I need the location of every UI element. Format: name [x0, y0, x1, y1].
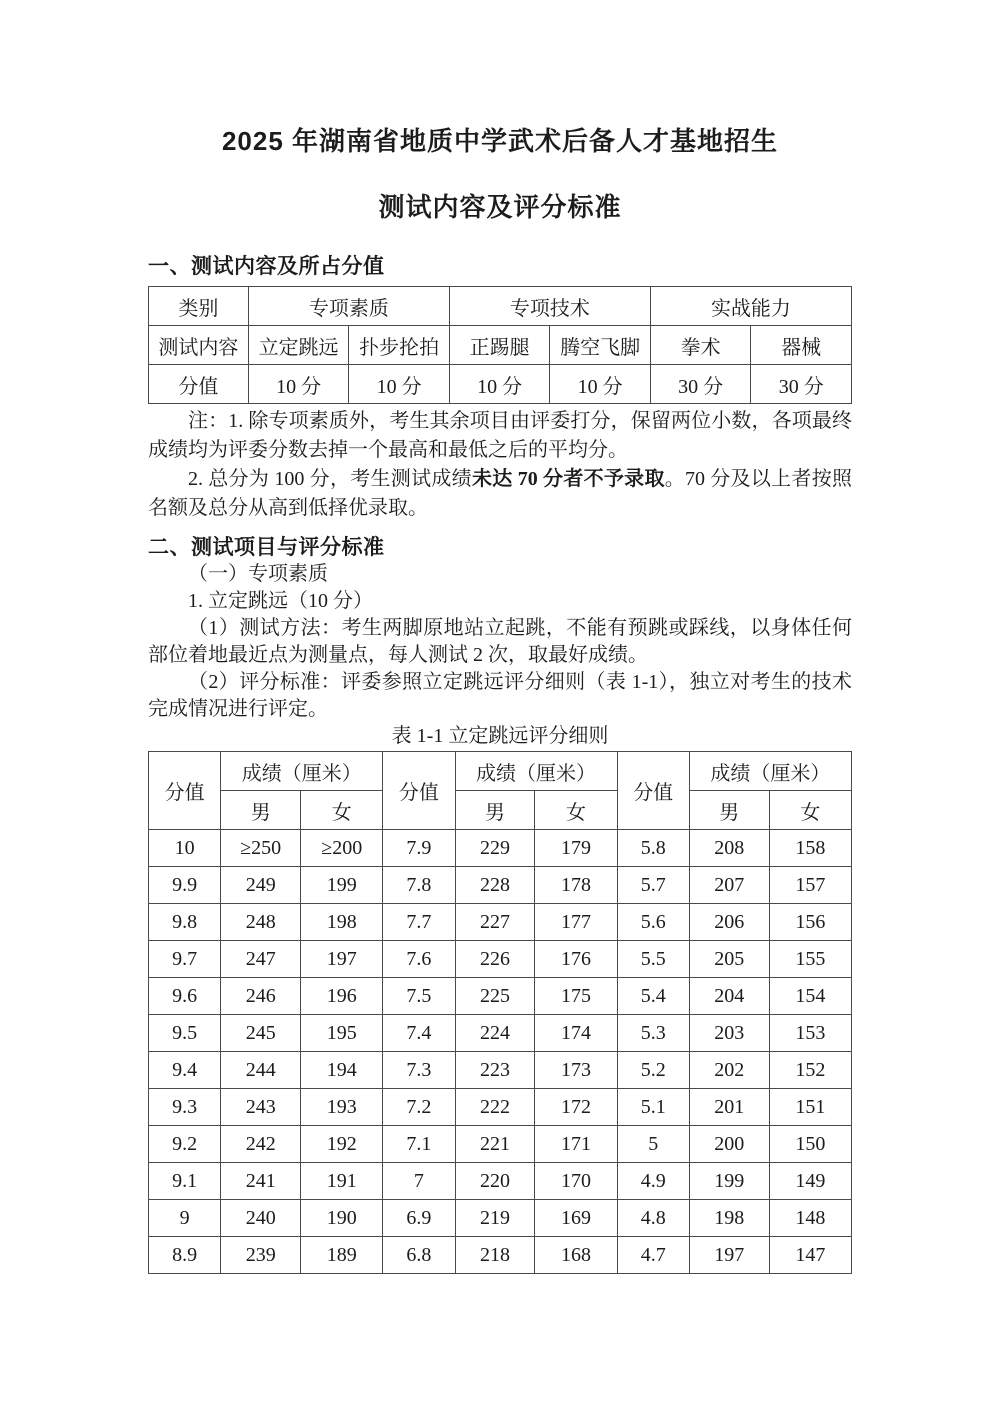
section-2-heading: 二、测试项目与评分标准 [148, 536, 385, 559]
table-cell: 153 [769, 1015, 851, 1052]
test-content-table [148, 286, 852, 404]
table-cell: 148 [769, 1200, 851, 1237]
note-2-bold-text: 未达 70 分者不予录取 [471, 468, 665, 490]
group-cell: 实战能力 [650, 287, 851, 326]
table-cell: 190 [301, 1200, 383, 1237]
jump-table-header [149, 752, 852, 830]
male-header-cell: 男 [221, 791, 301, 830]
table-cell: 9.4 [149, 1052, 221, 1089]
table-row [149, 1163, 852, 1200]
table-cell: 218 [455, 1237, 535, 1274]
male-header-cell: 男 [689, 791, 769, 830]
table-cell: 172 [535, 1089, 617, 1126]
table-cell: 241 [221, 1163, 301, 1200]
table-cell: 229 [455, 830, 535, 867]
document-title: 2025 年湖南省地质中学武术后备人才基地招生 [221, 126, 779, 156]
item-heading: 1. 立定跳远（10 分） [188, 590, 373, 612]
table-cell: 155 [769, 941, 851, 978]
table-cell: 4.9 [617, 1163, 689, 1200]
table-cell: 9.3 [149, 1089, 221, 1126]
table-cell: 225 [455, 978, 535, 1015]
score-header-cell: 分值 [383, 752, 455, 830]
table-cell: 147 [769, 1237, 851, 1274]
table-cell: 201 [689, 1089, 769, 1126]
table-cell: 222 [455, 1089, 535, 1126]
table-cell: 175 [535, 978, 617, 1015]
section-2-body [148, 561, 852, 723]
table-cell: 5.2 [617, 1052, 689, 1089]
result-header-cell: 成绩（厘米） [455, 752, 617, 791]
table-cell: 9.1 [149, 1163, 221, 1200]
document-subtitle: 测试内容及评分标准 [378, 192, 622, 222]
table-cell: 5.5 [617, 941, 689, 978]
table-cell: 202 [689, 1052, 769, 1089]
note-2-text-tail: 。70 分及以上者按照名额及总分从高到低择优录取。 [148, 468, 852, 519]
table-cell: 7 [383, 1163, 455, 1200]
method-paragraph: （1）测试方法：考生两脚原地站立起跳，不能有预跳或踩线，以身体任何部位着地最近点为测量点，每人测试 2 次，取最好成绩。 [148, 617, 852, 666]
table-cell: 5 [617, 1126, 689, 1163]
table-cell: 199 [301, 867, 383, 904]
table-row [149, 1200, 852, 1237]
table-cell: 170 [535, 1163, 617, 1200]
table-cell: 9.7 [149, 941, 221, 978]
table-cell: 220 [455, 1163, 535, 1200]
female-header-cell: 女 [535, 791, 617, 830]
table-cell: 5.7 [617, 867, 689, 904]
table-cell: 198 [689, 1200, 769, 1237]
table-cell: 5.3 [617, 1015, 689, 1052]
table-cell: 205 [689, 941, 769, 978]
table-cell: 8.9 [149, 1237, 221, 1274]
content-cell: 器械 [751, 326, 852, 365]
table-cell: 191 [301, 1163, 383, 1200]
table-row [149, 941, 852, 978]
table-cell: 7.7 [383, 904, 455, 941]
note-2-text: 2. 总分为 100 分，考生测试成绩 [188, 468, 472, 490]
table-cell: 224 [455, 1015, 535, 1052]
table-cell: 197 [301, 941, 383, 978]
table-cell: 196 [301, 978, 383, 1015]
table-cell: 178 [535, 867, 617, 904]
table-cell: 208 [689, 830, 769, 867]
table-cell: 193 [301, 1089, 383, 1126]
table-cell: 150 [769, 1126, 851, 1163]
table-row [149, 978, 852, 1015]
table-cell: 149 [769, 1163, 851, 1200]
table-cell: 152 [769, 1052, 851, 1089]
table-cell: 9.2 [149, 1126, 221, 1163]
score-cell: 10 分 [550, 365, 651, 404]
table-cell: 228 [455, 867, 535, 904]
table-cell: 7.6 [383, 941, 455, 978]
score-cell: 10 分 [248, 365, 349, 404]
table-cell: 207 [689, 867, 769, 904]
table-cell: 195 [301, 1015, 383, 1052]
table-cell: 242 [221, 1126, 301, 1163]
table-cell: 169 [535, 1200, 617, 1237]
table-cell: 197 [689, 1237, 769, 1274]
table-cell: 198 [301, 904, 383, 941]
female-header-cell: 女 [769, 791, 851, 830]
scoring-paragraph: （2）评分标准：评委参照立定跳远评分细则（表 1-1），独立对考生的技术完成情况进行评定。 [148, 671, 852, 720]
content-cell: 正踢腿 [449, 326, 550, 365]
score-header-cell: 分值 [617, 752, 689, 830]
table-cell: 7.9 [383, 830, 455, 867]
table-cell: 7.5 [383, 978, 455, 1015]
table-1-1-caption: 表 1-1 立定跳远评分细则 [391, 725, 609, 747]
score-cell: 10 分 [449, 365, 550, 404]
table-row [149, 830, 852, 867]
table-cell: ≥250 [221, 830, 301, 867]
table-row [149, 867, 852, 904]
table-cell: 192 [301, 1126, 383, 1163]
table-cell: 9.5 [149, 1015, 221, 1052]
table-cell: 247 [221, 941, 301, 978]
table-row [149, 904, 852, 941]
table-cell: 244 [221, 1052, 301, 1089]
table-cell: 9.6 [149, 978, 221, 1015]
table-cell: 189 [301, 1237, 383, 1274]
table-cell: 5.4 [617, 978, 689, 1015]
table-cell: 221 [455, 1126, 535, 1163]
notes-block [148, 407, 852, 523]
table-row [149, 287, 852, 326]
female-header-cell: 女 [301, 791, 383, 830]
table-cell: 179 [535, 830, 617, 867]
table-cell: 200 [689, 1126, 769, 1163]
table-cell: 10 [149, 830, 221, 867]
content-cell: 拳术 [650, 326, 751, 365]
table-row [149, 326, 852, 365]
table-cell: 168 [535, 1237, 617, 1274]
table-cell: 7.1 [383, 1126, 455, 1163]
table-cell: 239 [221, 1237, 301, 1274]
table-row [149, 1015, 852, 1052]
table-cell: 177 [535, 904, 617, 941]
score-cell: 30 分 [650, 365, 751, 404]
table-cell: 4.7 [617, 1237, 689, 1274]
table-row [149, 1052, 852, 1089]
table-cell: 5.1 [617, 1089, 689, 1126]
content-cell: 扑步抡拍 [349, 326, 450, 365]
score-label-cell: 分值 [149, 365, 249, 404]
table-cell: 6.9 [383, 1200, 455, 1237]
content-cell: 腾空飞脚 [550, 326, 651, 365]
table-cell: 9 [149, 1200, 221, 1237]
table-cell: 5.6 [617, 904, 689, 941]
table-cell: 194 [301, 1052, 383, 1089]
score-header-cell: 分值 [149, 752, 221, 830]
score-cell: 30 分 [751, 365, 852, 404]
table-cell: 226 [455, 941, 535, 978]
table-cell: 176 [535, 941, 617, 978]
table-cell: 174 [535, 1015, 617, 1052]
table-cell: 204 [689, 978, 769, 1015]
table-cell: 249 [221, 867, 301, 904]
table-cell: 157 [769, 867, 851, 904]
content-label-cell: 测试内容 [149, 326, 249, 365]
table-cell: 240 [221, 1200, 301, 1237]
table-cell: 9.8 [149, 904, 221, 941]
table-cell: 245 [221, 1015, 301, 1052]
table-row [149, 365, 852, 404]
section-1-heading: 一、测试内容及所占分值 [148, 255, 385, 278]
group-cell: 专项技术 [449, 287, 650, 326]
table-cell: 243 [221, 1089, 301, 1126]
table-cell: 173 [535, 1052, 617, 1089]
table-cell: 7.8 [383, 867, 455, 904]
table-row [149, 752, 852, 791]
table-cell: 156 [769, 904, 851, 941]
result-header-cell: 成绩（厘米） [221, 752, 383, 791]
male-header-cell: 男 [455, 791, 535, 830]
jump-table-body [149, 830, 852, 1274]
table-cell: 6.8 [383, 1237, 455, 1274]
table-cell: 7.2 [383, 1089, 455, 1126]
table-cell: ≥200 [301, 830, 383, 867]
table-cell: 158 [769, 830, 851, 867]
table-row [149, 791, 852, 830]
table-cell: 246 [221, 978, 301, 1015]
table-cell: 4.8 [617, 1200, 689, 1237]
note-2 [148, 465, 852, 523]
score-cell: 10 分 [349, 365, 450, 404]
table-cell: 5.8 [617, 830, 689, 867]
note-1: 注：1. 除专项素质外，考生其余项目由评委打分，保留两位小数，各项最终成绩均为评委分数去掉一个最高和最低之后的平均分。 [148, 410, 852, 461]
table-cell: 7.4 [383, 1015, 455, 1052]
table-cell: 171 [535, 1126, 617, 1163]
table-cell: 151 [769, 1089, 851, 1126]
table-cell: 7.3 [383, 1052, 455, 1089]
result-header-cell: 成绩（厘米） [689, 752, 851, 791]
table-cell: 219 [455, 1200, 535, 1237]
table-cell: 199 [689, 1163, 769, 1200]
group-cell: 专项素质 [248, 287, 449, 326]
table-row [149, 1237, 852, 1274]
table-cell: 203 [689, 1015, 769, 1052]
table-cell: 223 [455, 1052, 535, 1089]
table-cell: 154 [769, 978, 851, 1015]
table-cell: 9.9 [149, 867, 221, 904]
table-row [149, 1126, 852, 1163]
category-label-cell: 类别 [149, 287, 249, 326]
subsection-heading: （一）专项素质 [188, 563, 328, 585]
table-cell: 248 [221, 904, 301, 941]
long-jump-score-table [148, 751, 852, 1274]
table-cell: 206 [689, 904, 769, 941]
content-cell: 立定跳远 [248, 326, 349, 365]
table-cell: 227 [455, 904, 535, 941]
table-row [149, 1089, 852, 1126]
